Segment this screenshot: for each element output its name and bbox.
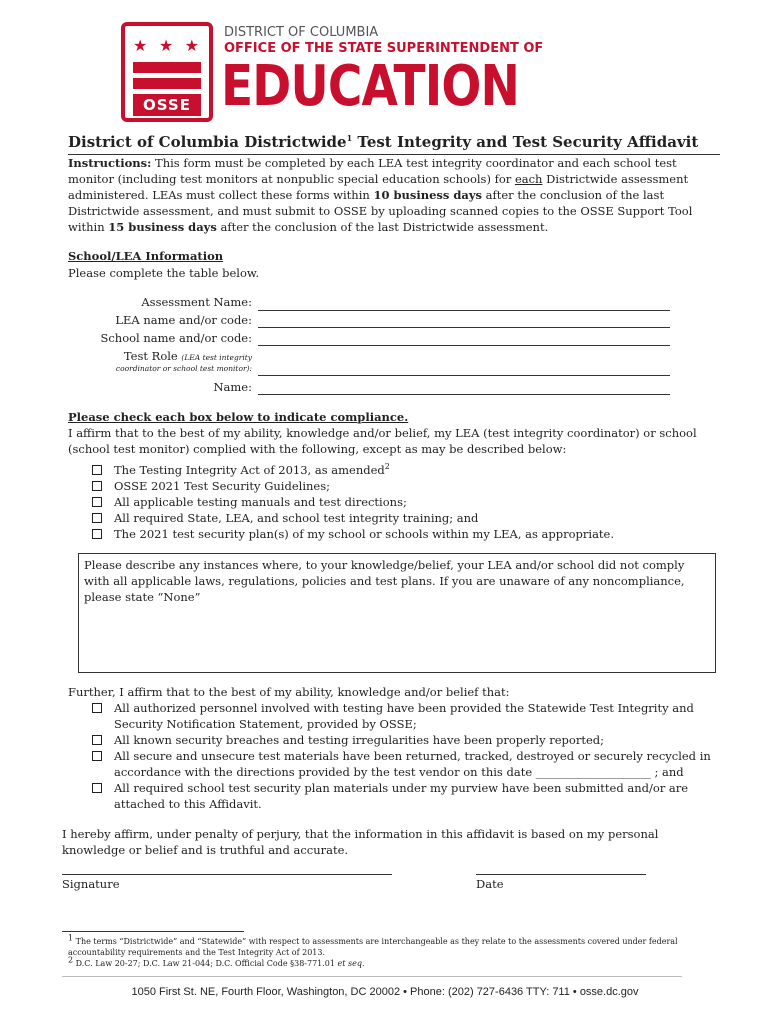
list-item: All known security breaches and testing irregularities have been properly reported;: [92, 732, 722, 748]
compliance-checklist: [92, 462, 722, 542]
footer-rule: [62, 976, 682, 977]
perjury-statement: I hereby affirm, under penalty of perjury, that the information in this affidavit is based on my personal knowledge or belief and is truthful and accurate.: [62, 827, 659, 857]
lea-name-field[interactable]: [258, 327, 670, 328]
page-footer: 1050 First St. NE, Fourth Floor, Washington, DC 20002 • Phone: (202) 727-6436 TTY: 711 • osse.dc.gov: [131, 986, 639, 998]
date-line[interactable]: [476, 874, 646, 875]
list-item: All authorized personnel involved with testing have been provided the Statewide Test Integrity and Security Notification Statement, provided by OSSE;: [92, 700, 722, 732]
list-item: The Testing Integrity Act of 2013, as amended$^2$: [92, 462, 722, 478]
list-item: All required school test security plan materials under my purview have been submitted and/or are attached to this Affidavit.: [92, 780, 722, 812]
school-info-heading: School/LEA Information: [68, 249, 224, 263]
school-name-label: School name and/or code:: [100, 331, 252, 345]
footnote-1: 1 The terms “Districtwide” and “Statewide” with respect to assessments are interchangeable as they relate to the assessments covered under federal accountability requirements and the Test Integrity Act of 2013.: [68, 933, 678, 957]
noncompliance-prompt: Please describe any instances where, to your knowledge/belief, your LEA and/or school did not comply with all applicable laws, regulations, policies and test plans. If you are unaware of any noncompliance, please state “None”: [84, 558, 685, 604]
noncompliance-description-box[interactable]: [78, 553, 716, 673]
school-name-field[interactable]: [258, 345, 670, 346]
signature-label: Signature: [62, 877, 120, 891]
footnote-rule: [62, 931, 244, 932]
footnote-2: 2 D.C. Law 20-27; D.C. Law 21-044; D.C. Official Code §38-771.01 et seq.: [68, 955, 365, 968]
further-intro: Further, I affirm that to the best of my ability, knowledge and/or belief that:: [68, 685, 510, 699]
checkbox[interactable]: [92, 703, 102, 713]
list-item: The 2021 test security plan(s) of my school or schools within my LEA, as appropriate.: [92, 526, 722, 542]
instructions-paragraph: Instructions: This form must be completed by each LEA test integrity coordinator and each school test monitor (including test monitors at nonpublic special education schools) for each Districtwide assessment administered. LEAs must collect these forms within 10 business days after the conclusion of the last Districtwide assessment, and must submit to OSSE by uploading scanned copies to the OSSE Support Tool within 15 business days after the conclusion of the last Districtwide assessment.: [68, 156, 693, 234]
lea-name-label: LEA name and/or code:: [115, 313, 252, 327]
name-field[interactable]: [258, 394, 670, 395]
logo-line-district: DISTRICT OF COLUMBIA: [224, 25, 379, 40]
osse-flag-emblem: [121, 22, 213, 122]
assessment-name-field[interactable]: [258, 310, 670, 311]
name-label: Name:: [213, 380, 252, 394]
signature-line[interactable]: [62, 874, 392, 875]
footnotes: [68, 933, 718, 969]
test-role-field[interactable]: [258, 375, 670, 376]
list-item: OSSE 2021 Test Security Guidelines;: [92, 478, 722, 494]
checkbox[interactable]: [92, 465, 102, 475]
stars-icon: ★ ★ ★: [133, 36, 199, 55]
checkbox[interactable]: [92, 751, 102, 761]
checkbox[interactable]: [92, 783, 102, 793]
logo-line-office: OFFICE OF THE STATE SUPERINTENDENT OF: [224, 41, 544, 56]
test-role-note: coordinator or school test monitor):: [115, 364, 252, 373]
logo-line-education: EDUCATION: [221, 54, 520, 119]
checkbox[interactable]: [92, 735, 102, 745]
checkbox[interactable]: [92, 481, 102, 491]
further-checklist: [92, 700, 722, 812]
test-role-label: Test Role (LEA test integrity: [123, 349, 252, 363]
page-title: District of Columbia Districtwide$^1$ Test Integrity and Test Security Affidavit: [68, 132, 720, 155]
list-item: All secure and unsecure test materials have been returned, tracked, destroyed or securely recycled in accordance with the directions provided by the test vendor on this date ____________________ ; and: [92, 748, 722, 780]
list-item: All applicable testing manuals and test directions;: [92, 494, 722, 510]
osse-logo: [121, 22, 631, 126]
logo-badge: OSSE: [133, 94, 201, 116]
flag-bar: [133, 78, 201, 89]
flag-bar: [133, 62, 201, 73]
school-info-subtext: Please complete the table below.: [68, 266, 260, 280]
compliance-intro: I affirm that to the best of my ability, knowledge and/or belief, my LEA (test integrity coordinator) or school (school test monitor) complied with the following, except as may be described below:: [68, 426, 697, 456]
list-item: All required State, LEA, and school test integrity training; and: [92, 510, 722, 526]
compliance-heading: Please check each box below to indicate compliance.: [68, 410, 409, 424]
checkbox[interactable]: [92, 529, 102, 539]
assessment-name-label: Assessment Name:: [141, 295, 252, 309]
checkbox[interactable]: [92, 497, 102, 507]
date-label: Date: [476, 877, 504, 891]
checkbox[interactable]: [92, 513, 102, 523]
